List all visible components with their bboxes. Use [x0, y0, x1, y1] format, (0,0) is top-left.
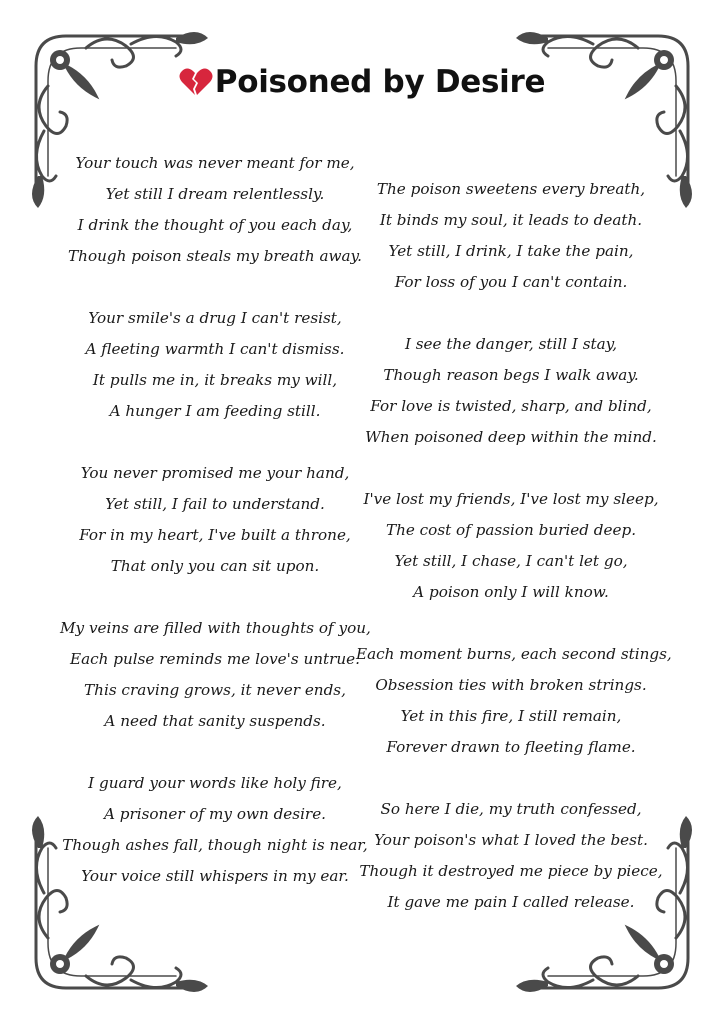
- poem-column-left: [60, 148, 370, 892]
- stanza: [60, 613, 370, 737]
- poem-line: Yet still, I fail to understand.: [105, 495, 325, 513]
- poem-line: It pulls me in, it breaks my will,: [92, 371, 338, 389]
- poem-title: Poisoned by Desire: [214, 64, 546, 100]
- poem-line: The poison sweetens every breath,: [376, 180, 646, 198]
- poem-line: I drink the thought of you each day,: [77, 216, 353, 234]
- poem-line: For loss of you I can't contain.: [394, 273, 628, 291]
- poem-line: A hunger I am feeding still.: [109, 402, 321, 420]
- stanza: [60, 148, 370, 272]
- poem-line: Though poison steals my breath away.: [68, 247, 362, 265]
- poem-line: Yet still, I chase, I can't let go,: [394, 552, 628, 570]
- poem-line: Forever drawn to fleeting flame.: [386, 738, 636, 756]
- poem-line: Though ashes fall, though night is near,: [62, 836, 368, 854]
- poem-line: Yet still I dream relentlessly.: [105, 185, 325, 203]
- stanza: [356, 174, 666, 298]
- stanza: [356, 639, 672, 763]
- poem-line: Your voice still whispers in my ear.: [81, 867, 349, 885]
- poem-line: For love is twisted, sharp, and blind,: [370, 397, 652, 415]
- stanza: [60, 303, 370, 427]
- poem-line: I've lost my friends, I've lost my sleep,: [363, 490, 659, 508]
- poem-line: Each pulse reminds me love's untrue.: [70, 650, 360, 668]
- poem-line: Your touch was never meant for me,: [75, 154, 355, 172]
- poem-line: Your smile's a drug I can't resist,: [88, 309, 342, 327]
- poem-line: It gave me pain I called release.: [387, 893, 635, 911]
- poem-line: Your poison's what I loved the best.: [374, 831, 648, 849]
- poem-line: When poisoned deep within the mind.: [365, 428, 657, 446]
- stanza: [356, 329, 666, 453]
- poem-line: A need that sanity suspends.: [104, 712, 326, 730]
- poem-line: A poison only I will know.: [413, 583, 609, 601]
- stanza: [60, 458, 370, 582]
- title-block: [0, 64, 724, 100]
- stanza: [60, 768, 370, 892]
- poem-line: Yet still, I drink, I take the pain,: [388, 242, 634, 260]
- poem-line: The cost of passion buried deep.: [385, 521, 637, 539]
- poem-line: Each moment burns, each second stings,: [356, 645, 672, 663]
- poem-line: I see the danger, still I stay,: [404, 335, 618, 353]
- poem-line: I guard your words like holy fire,: [88, 774, 342, 792]
- poem-line: A fleeting warmth I can't dismiss.: [85, 340, 345, 358]
- poem-line: My veins are filled with thoughts of you,: [60, 619, 371, 637]
- poem-line: It binds my soul, it leads to death.: [379, 211, 643, 229]
- poem-line: Though reason begs I walk away.: [383, 366, 639, 384]
- poem-line: So here I die, my truth confessed,: [380, 800, 642, 818]
- poem-column-right: [356, 174, 672, 918]
- poem-line: That only you can sit upon.: [110, 557, 320, 575]
- poem-line: You never promised me your hand,: [80, 464, 350, 482]
- poem-line: Yet in this fire, I still remain,: [400, 707, 622, 725]
- poem-line: For in my heart, I've built a throne,: [79, 526, 351, 544]
- poem-line: Though it destroyed me piece by piece,: [359, 862, 663, 880]
- stanza: [356, 794, 666, 918]
- poem-line: Obsession ties with broken strings.: [375, 676, 647, 694]
- poem-line: A prisoner of my own desire.: [103, 805, 327, 823]
- poem-line: This craving grows, it never ends,: [84, 681, 346, 699]
- broken-heart-icon: [179, 67, 213, 97]
- stanza: [356, 484, 666, 608]
